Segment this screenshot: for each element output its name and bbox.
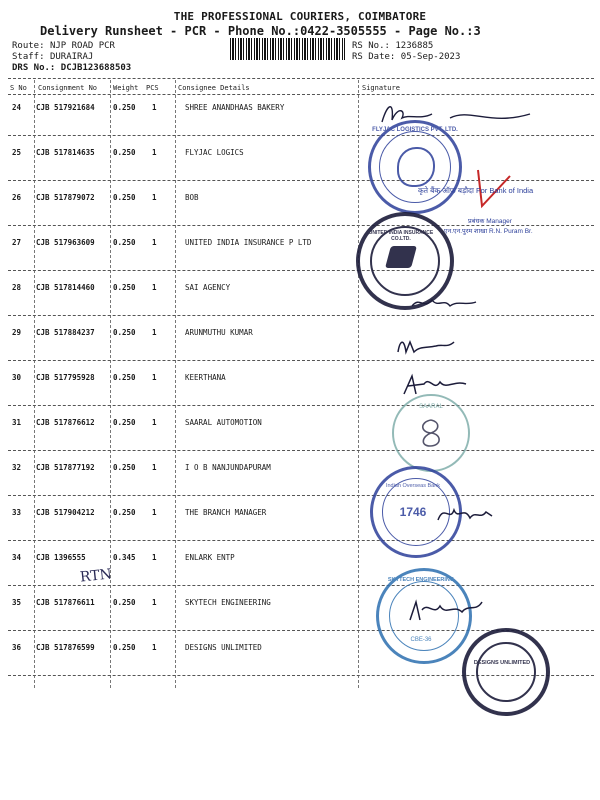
row-divider xyxy=(8,405,594,406)
row-consignment: CJB 517879072 xyxy=(36,193,95,202)
row-pcs: 1 xyxy=(152,508,157,517)
row-consignee: SHREE ANANDHAAS BAKERY xyxy=(185,103,285,112)
row-divider xyxy=(8,135,594,136)
row-consignment: CJB 517876611 xyxy=(36,598,95,607)
row-consignment: CJB 517876599 xyxy=(36,643,95,652)
row-weight: 0.250 xyxy=(113,103,136,112)
col-header-pcs: PCS xyxy=(146,84,159,92)
rs-date-line xyxy=(352,52,460,62)
row-pcs: 1 xyxy=(152,418,157,427)
row-consignee: SAARAL AUTOMOTION xyxy=(185,418,262,427)
row-pcs: 1 xyxy=(152,283,157,292)
rs-date-label: RS Date: xyxy=(352,52,396,62)
col-divider-3 xyxy=(175,80,176,688)
col-divider-1 xyxy=(34,80,35,688)
row-weight: 0.250 xyxy=(113,643,136,652)
row-consignee: THE BRANCH MANAGER xyxy=(185,508,267,517)
row-divider xyxy=(8,495,594,496)
row-pcs: 1 xyxy=(152,238,157,247)
row-consignment: CJB 517877192 xyxy=(36,463,95,472)
route-value: NJP ROAD PCR xyxy=(49,41,115,51)
row-weight: 0.250 xyxy=(113,463,136,472)
barcode-graphic xyxy=(230,38,345,60)
staff-value: DURAIRAJ xyxy=(49,52,94,62)
row-sno: 34 xyxy=(12,553,22,562)
row-divider xyxy=(8,585,594,586)
row-consignee: BOB xyxy=(185,193,199,202)
row-consignee: KEERTHANA xyxy=(185,373,226,382)
row-consignment: CJB 517795928 xyxy=(36,373,95,382)
drs-value: DCJB123688503 xyxy=(60,63,132,73)
row-weight: 0.250 xyxy=(113,283,136,292)
row-sno: 33 xyxy=(12,508,22,517)
row-pcs: 1 xyxy=(152,103,157,112)
rs-date-value: 05-Sep-2023 xyxy=(400,52,461,62)
row-divider xyxy=(8,450,594,451)
row-consignment: CJB 517814460 xyxy=(36,283,95,292)
drs-label: DRS No.: xyxy=(12,63,56,73)
rs-no-label: RS No.: xyxy=(352,41,390,51)
signature-row-35 xyxy=(406,596,486,626)
signature-row-29 xyxy=(396,334,456,358)
staff-label: Staff: xyxy=(12,52,45,62)
col-header-sno: S No xyxy=(10,84,27,92)
row-sno: 26 xyxy=(12,193,22,202)
designs-unlimited-stamp: DESIGNS UNLIMITED xyxy=(462,628,550,716)
route-line xyxy=(12,41,115,51)
row-sno: 35 xyxy=(12,598,22,607)
company-title: THE PROFESSIONAL COURIERS, COIMBATORE xyxy=(173,10,427,23)
row-consignee: SAI AGENCY xyxy=(185,283,231,292)
row-sno: 24 xyxy=(12,103,22,112)
row-divider xyxy=(8,315,594,316)
row-consignment: CJB 1396555 xyxy=(36,553,86,562)
route-label: Route: xyxy=(12,41,45,51)
row-consignee: I O B NANJUNDAPURAM xyxy=(185,463,271,472)
row-divider xyxy=(8,360,594,361)
row-pcs: 1 xyxy=(152,148,157,157)
row-consignee: FLYJAC LOGICS xyxy=(185,148,244,157)
row-weight: 0.250 xyxy=(113,418,136,427)
row-weight: 0.250 xyxy=(113,193,136,202)
united-india-stamp: UNITED INDIA INSURANCE CO.LTD. xyxy=(356,212,454,310)
row-pcs: 1 xyxy=(152,193,157,202)
row-consignment: CJB 517921684 xyxy=(36,103,95,112)
header-divider xyxy=(8,78,594,79)
row-sno: 30 xyxy=(12,373,22,382)
row-consignee: ENLARK ENTP xyxy=(185,553,235,562)
col-header-consignee: Consignee Details xyxy=(178,84,250,92)
row-pcs: 1 xyxy=(152,553,157,562)
row-sno: 31 xyxy=(12,418,22,427)
row-weight: 0.250 xyxy=(113,373,136,382)
row-sno: 28 xyxy=(12,283,22,292)
col-header-weight: Weight xyxy=(113,84,139,92)
bob-stamp-line1: कृते बैंक ऑफ़ बड़ौदा For Bank of India xyxy=(418,186,534,195)
col-header-signature: Signature xyxy=(362,84,400,92)
signature-row-33 xyxy=(436,500,496,528)
iob-stamp: Indian Overseas Bank 1746 xyxy=(370,466,462,558)
row-weight: 0.250 xyxy=(113,598,136,607)
row-consignment: CJB 517963609 xyxy=(36,238,95,247)
rs-no-line xyxy=(352,41,433,51)
drs-line xyxy=(12,63,131,73)
row-consignee: SKYTECH ENGINEERING xyxy=(185,598,271,607)
row-weight: 0.250 xyxy=(113,148,136,157)
bob-stamp-line3: एन.एन.पुरम शाखा R.N. Puram Br. xyxy=(444,228,533,235)
col-divider-4 xyxy=(358,80,359,688)
row-weight: 0.250 xyxy=(113,328,136,337)
bob-stamp-line2: प्रबंधक Manager xyxy=(468,218,512,225)
row-consignment: CJB 517876612 xyxy=(36,418,95,427)
row-sno: 25 xyxy=(12,148,22,157)
signature-row-28 xyxy=(410,292,480,312)
col-header-consignment: Consignment No xyxy=(38,84,98,92)
row-sno: 32 xyxy=(12,463,22,472)
column-header-divider xyxy=(8,94,594,95)
row-divider xyxy=(8,270,594,271)
flyjac-stamp: FLYJAC LOGISTICS PVT. LTD. xyxy=(368,120,462,214)
row-pcs: 1 xyxy=(152,598,157,607)
rs-no-value: 1236885 xyxy=(395,41,434,51)
row-sno: 36 xyxy=(12,643,22,652)
row-weight: 0.250 xyxy=(113,508,136,517)
rtn-handwritten-note: RTN xyxy=(79,566,113,586)
row-consignment: CJB 517814635 xyxy=(36,148,95,157)
runsheet-title: Delivery Runsheet - PCR - Phone No.:0422-3505555 - Page No.:3 xyxy=(40,24,481,38)
row-consignee: ARUNMUTHU KUMAR xyxy=(185,328,253,337)
row-consignee: DESIGNS UNLIMITED xyxy=(185,643,262,652)
staff-line xyxy=(12,52,93,62)
skytech-stamp: SKYTECH ENGINEERING CBE-36 xyxy=(376,568,472,664)
col-divider-2 xyxy=(110,80,111,688)
row-pcs: 1 xyxy=(152,463,157,472)
row-weight: 0.250 xyxy=(113,238,136,247)
row-divider xyxy=(8,540,594,541)
row-consignment: CJB 517904212 xyxy=(36,508,95,517)
saaral-stamp: SAARAL xyxy=(392,394,470,472)
row-pcs: 1 xyxy=(152,328,157,337)
row-consignment: CJB 517884237 xyxy=(36,328,95,337)
row-weight: 0.345 xyxy=(113,553,136,562)
row-sno: 27 xyxy=(12,238,22,247)
row-consignee: UNITED INDIA INSURANCE P LTD xyxy=(185,238,312,247)
row-pcs: 1 xyxy=(152,373,157,382)
row-pcs: 1 xyxy=(152,643,157,652)
row-sno: 29 xyxy=(12,328,22,337)
